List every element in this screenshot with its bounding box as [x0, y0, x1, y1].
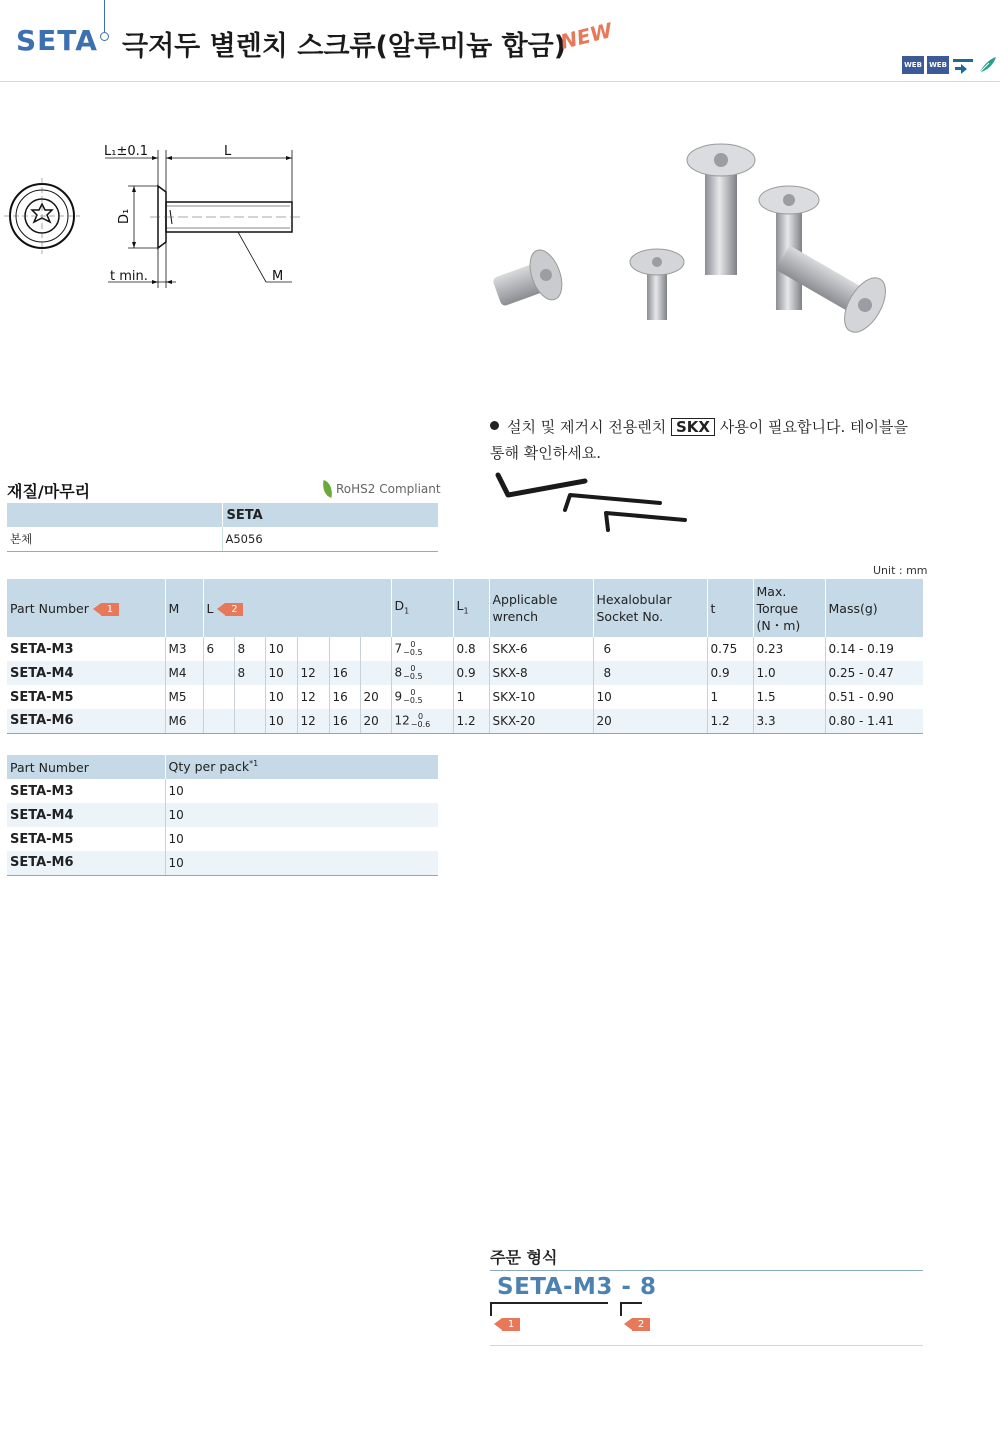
qty-table	[7, 755, 438, 876]
m-dimension-label: M	[272, 269, 284, 284]
product-photo	[480, 130, 920, 350]
l1-value: 0.8	[453, 637, 489, 661]
hex-value: 20	[593, 709, 707, 733]
side-view	[105, 150, 300, 288]
order-divider	[490, 1270, 923, 1271]
l-value	[203, 685, 234, 709]
rohs-label: RoHS2 Compliant	[336, 482, 441, 496]
mass-value: 0.14 - 0.19	[828, 642, 894, 656]
l-value: 10	[265, 661, 297, 685]
note-text-before: 설치 및 제거시 전용렌치	[507, 418, 667, 436]
front-view	[4, 178, 80, 254]
material-table	[7, 503, 438, 552]
l-value	[234, 709, 265, 733]
material-header-blank	[7, 503, 222, 527]
screw-drawing	[0, 130, 320, 300]
torque-value: 3.3	[753, 709, 825, 733]
l1-dimension-label: L₁±0.1	[104, 144, 149, 159]
t-value: 0.75	[707, 637, 753, 661]
t-value: 1	[707, 685, 753, 709]
qty-value: 10	[168, 832, 184, 846]
page-header	[0, 0, 1000, 82]
unit-label: Unit : mm	[873, 564, 928, 577]
wrench-value: SKX-8	[489, 661, 593, 685]
tmin-dimension-label: t min.	[110, 269, 148, 284]
note-bullet	[490, 421, 499, 430]
t-value: 1.2	[707, 709, 753, 733]
l-value: 12	[297, 685, 329, 709]
web-icon[interactable]: WEB	[902, 56, 924, 74]
l-value: 20	[360, 709, 391, 733]
new-badge: NEW	[557, 18, 615, 54]
l-value: 8	[234, 661, 265, 685]
l-value: 16	[329, 685, 360, 709]
header-icons	[902, 56, 997, 74]
web-icon[interactable]: WEB	[927, 56, 949, 74]
l-value: 12	[297, 709, 329, 733]
header-l1: $L_1$	[453, 579, 489, 637]
d1-value: 7 0 −0.5	[391, 637, 453, 661]
spec-table	[7, 579, 923, 734]
part-number[interactable]: SETA-M5	[7, 827, 165, 851]
table-row	[7, 851, 438, 875]
part-number[interactable]: SETA-M6	[7, 851, 165, 875]
l-value: 10	[265, 709, 297, 733]
d1-dimension-label: D₁	[117, 208, 132, 224]
spec-header-row	[7, 579, 923, 637]
header-d1: $D_1$	[391, 579, 453, 637]
m-value: M3	[165, 637, 203, 661]
l1-value: 0.9	[453, 661, 489, 685]
material-row-label: 본체	[7, 527, 222, 551]
l-value: 6	[203, 637, 234, 661]
part-number-tag: 1	[101, 603, 119, 616]
l-value	[329, 637, 360, 661]
table-row	[7, 661, 923, 685]
m-value: M4	[165, 661, 203, 685]
note-text-after: 사용이 필요합니다. 테이블을 통해 확인하세요.	[490, 418, 908, 462]
qty-value: 10	[165, 851, 438, 875]
header-l: L 2	[203, 579, 391, 637]
header-mass: Mass(g)	[825, 579, 923, 637]
wrench-value: SKX-20	[489, 709, 593, 733]
t-value: 0.9	[707, 661, 753, 685]
hex-value: 10	[593, 685, 707, 709]
l-value: 8	[234, 637, 265, 661]
l-value: 16	[329, 661, 360, 685]
part-number[interactable]: SETA-M4	[7, 661, 165, 685]
l-value	[234, 685, 265, 709]
wrench-value: SKX-6	[489, 637, 593, 661]
page-title: 극저두 별렌치 스크류(알루미늄 합금)	[122, 31, 567, 62]
order-tag-2: 2	[622, 1314, 650, 1333]
material-title: 재질/마무리	[7, 482, 91, 501]
header-wrench: Applicable wrench	[489, 579, 593, 637]
torque-value: 0.23	[753, 637, 825, 661]
l-value: 20	[360, 685, 391, 709]
hex-value: 6	[593, 637, 707, 661]
table-row	[7, 685, 923, 709]
l-tag: 2	[225, 603, 243, 616]
l-value	[360, 637, 391, 661]
qty-value: 10	[168, 784, 184, 798]
order-format-title: 주문 형식	[490, 1248, 558, 1267]
header-divider-dot	[100, 32, 109, 41]
m-value: M6	[165, 709, 203, 733]
rohs-badge	[322, 481, 441, 497]
feather-icon[interactable]	[977, 56, 997, 74]
qty-header-part-number: Part Number	[7, 755, 165, 779]
wrench-note	[490, 414, 920, 466]
brand-label: SETA	[16, 24, 98, 57]
l1-value: 1	[453, 685, 489, 709]
hex-value: 8	[593, 661, 707, 685]
l-value: 12	[297, 661, 329, 685]
wrench-image	[490, 465, 700, 540]
l-value	[297, 637, 329, 661]
torque-value: 1.0	[753, 661, 825, 685]
l-value: 10	[265, 637, 297, 661]
l-value	[203, 661, 234, 685]
l-value: 10	[265, 685, 297, 709]
m-value: M5	[165, 685, 203, 709]
table-row	[7, 637, 923, 661]
order-tag-1: 1	[492, 1314, 520, 1333]
header-t: t	[707, 579, 753, 637]
arrow-icon[interactable]	[952, 56, 974, 74]
skx-link[interactable]: SKX	[671, 418, 715, 436]
d1-value: 8 0 −0.5	[391, 661, 453, 685]
header-hex-socket: Hexalobular Socket No.	[593, 579, 707, 637]
qty-header-row	[7, 755, 438, 779]
header-m: M	[165, 579, 203, 637]
leaf-icon	[321, 480, 335, 498]
l-value: 16	[329, 709, 360, 733]
l-value	[203, 709, 234, 733]
material-header-seta: SETA	[222, 503, 438, 527]
table-row	[7, 803, 438, 827]
l1-value: 1.2	[453, 709, 489, 733]
wrench-value: SKX-10	[489, 685, 593, 709]
mass-value: 0.51 - 0.90	[828, 690, 894, 704]
l-value	[360, 661, 391, 685]
header-divider	[104, 0, 105, 32]
qty-value: 10	[165, 803, 438, 827]
d1-value: 12 0 −0.6	[391, 709, 453, 733]
d1-value: 9 0 −0.5	[391, 685, 453, 709]
mass-value: 0.25 - 0.47	[825, 661, 923, 685]
part-number[interactable]: SETA-M5	[7, 685, 165, 709]
qty-header-qty: Qty per pack$^{*1}$	[165, 755, 438, 779]
part-number[interactable]: SETA-M6	[7, 709, 165, 733]
part-number[interactable]: SETA-M4	[7, 803, 165, 827]
header-part-number: Part Number 1	[7, 579, 165, 637]
part-number[interactable]: SETA-M3	[7, 637, 165, 661]
torque-value: 1.5	[753, 685, 825, 709]
order-bottom-line	[490, 1345, 923, 1346]
table-row	[7, 779, 438, 803]
material-row-value: A5056	[222, 527, 438, 551]
l-dimension-label: L	[224, 144, 232, 159]
table-row	[7, 827, 438, 851]
part-number[interactable]: SETA-M3	[7, 779, 165, 803]
order-code: SETA-M3 - 8	[497, 1274, 657, 1300]
mass-value: 0.80 - 1.41	[825, 709, 923, 733]
table-row	[7, 709, 923, 733]
header-torque: Max. Torque (N・m)	[753, 579, 825, 637]
